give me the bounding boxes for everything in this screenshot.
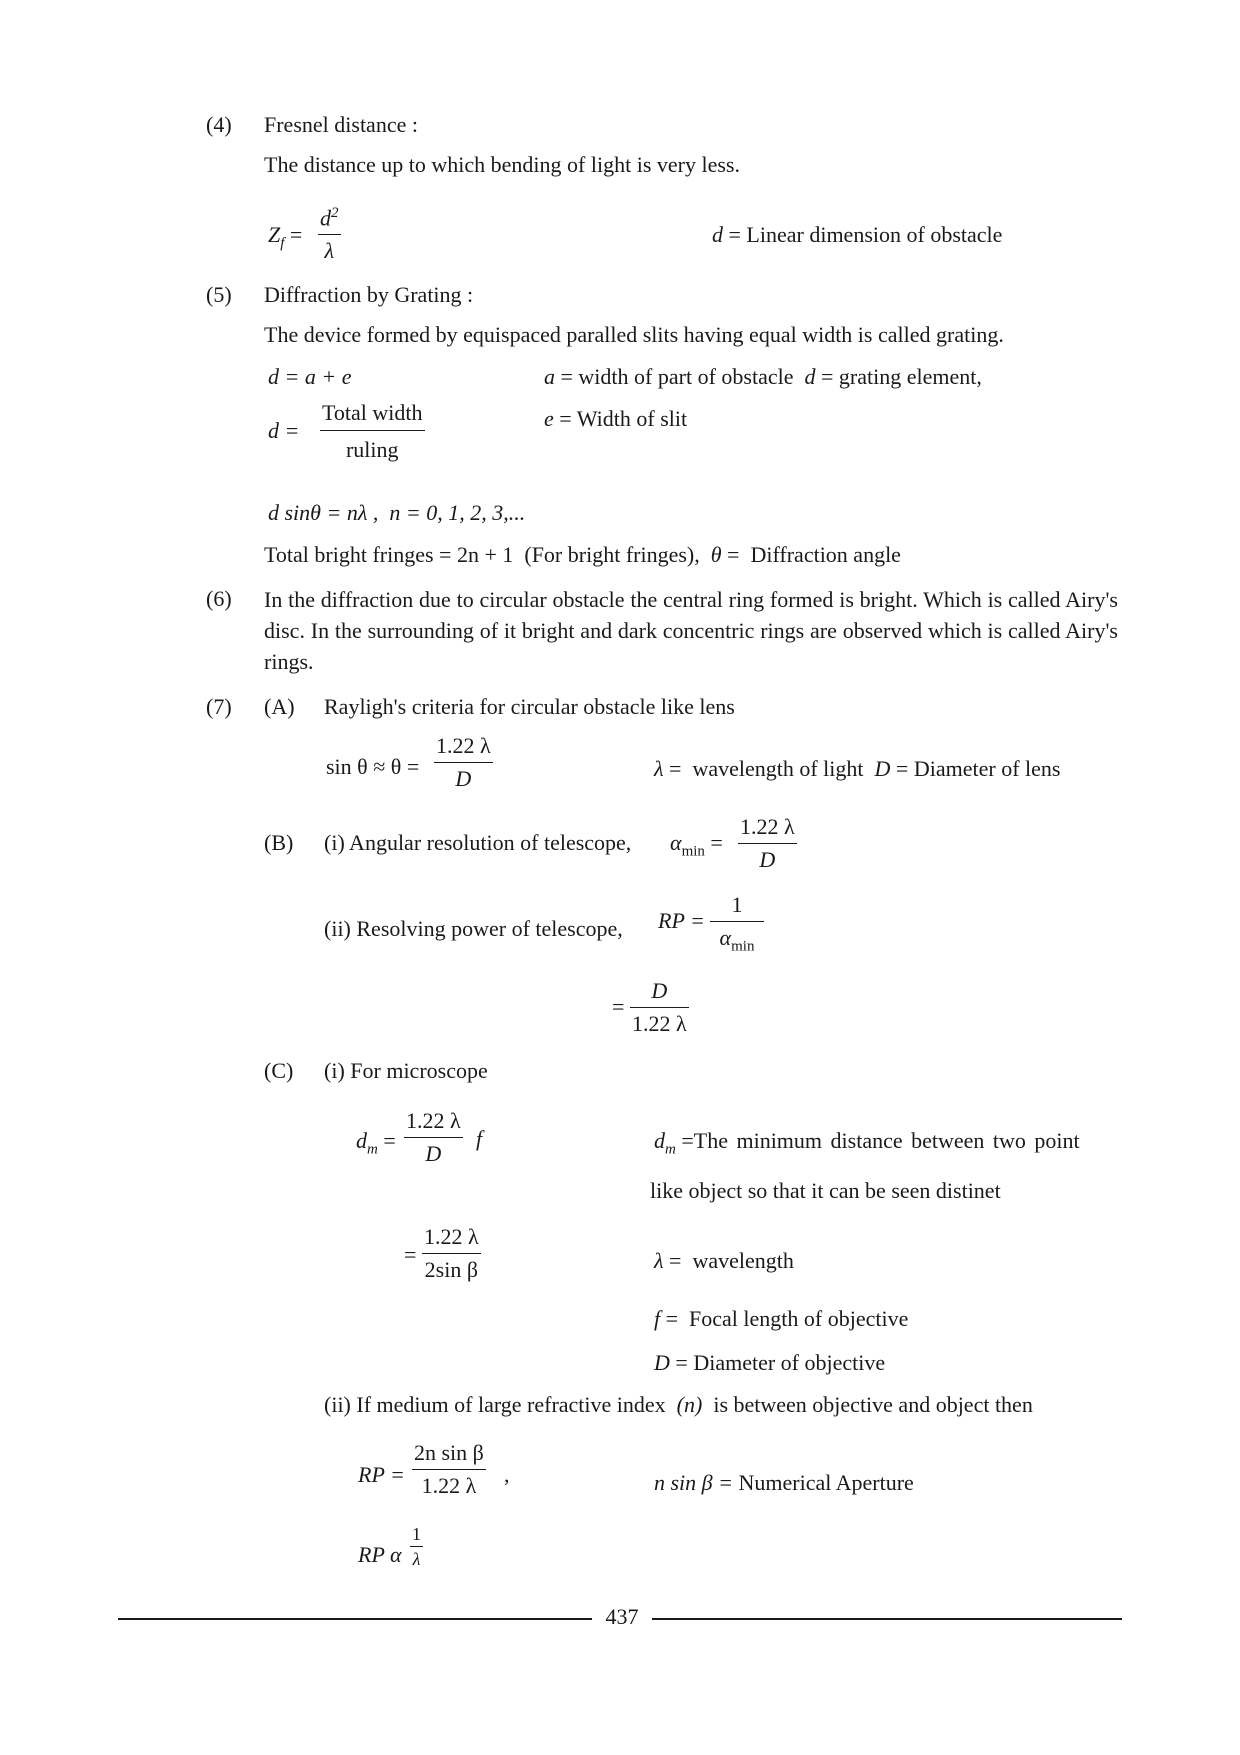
variable-note: $d_m =The$ minimum distance between two point bbox=[654, 1128, 1080, 1158]
footer-rule-right bbox=[652, 1618, 1122, 1620]
variable-note: like object so that it can be seen distinet bbox=[650, 1178, 1001, 1203]
variable-note: D = Diameter of objective bbox=[654, 1350, 886, 1375]
equation: d = a + e bbox=[268, 364, 352, 389]
footer-rule-left bbox=[118, 1618, 592, 1620]
equals-sign: = bbox=[404, 1242, 417, 1267]
statement: (ii) Resolving power of telescope, bbox=[324, 916, 623, 941]
equation-lhs: RP = bbox=[658, 908, 705, 933]
comma: , bbox=[504, 1462, 510, 1487]
microscope-fraction: 1.22 λ D bbox=[406, 1108, 461, 1166]
variable-note: d = Linear dimension of obstacle bbox=[712, 222, 1003, 247]
resolving-power-fraction-2: D 1.22 λ bbox=[632, 978, 687, 1036]
equation-lhs: $d_m$ = bbox=[356, 1128, 396, 1158]
resolving-power-fraction: 1 $\alpha_{min}$ bbox=[710, 892, 764, 959]
variable-note: f = Focal length of objective bbox=[654, 1306, 909, 1331]
variable-note: e = Width of slit bbox=[544, 406, 688, 431]
proportional-fraction: 1 λ bbox=[412, 1524, 421, 1569]
item-number: (7) bbox=[206, 694, 232, 719]
formula-lhs: $Z_f$ = bbox=[268, 222, 303, 252]
rp-fraction: 2n sin β 1.22 λ bbox=[414, 1440, 484, 1498]
grating-fraction: Total width ruling bbox=[322, 400, 423, 462]
item-number: (5) bbox=[206, 282, 232, 307]
section-title: Rayligh's criteria for circular obstacle like lens bbox=[324, 694, 735, 719]
sub-label: (B) bbox=[264, 830, 294, 855]
microscope-fraction-2: 1.22 λ 2sin β bbox=[424, 1224, 479, 1282]
section-title: Fresnel distance : bbox=[264, 112, 418, 137]
equation-lhs: d = bbox=[268, 418, 300, 443]
variable-note: n sin β = Numerical Aperture bbox=[654, 1470, 914, 1495]
paragraph: In the diffraction due to circular obstacle the central ring formed is bright. Which is called Airy's disc. In the surrounding of it bright and dark concentric rings are observed which is called Airy's rings. bbox=[264, 587, 1118, 674]
sub-label: (C) bbox=[264, 1058, 294, 1083]
fringes-line: Total bright fringes = 2n + 1 (For bright fringes), θ = Diffraction angle bbox=[264, 542, 901, 567]
sub-label: (A) bbox=[264, 694, 295, 719]
variable-note: λ = wavelength of light D = Diameter of lens bbox=[654, 756, 1061, 781]
equation-lhs: RP = bbox=[358, 1462, 405, 1487]
statement: (i) Angular resolution of telescope, bbox=[324, 830, 632, 855]
grating-equation: d sinθ = nλ , n = 0, 1, 2, 3,... bbox=[268, 500, 526, 525]
paragraph: The device formed by equispaced paralled slits having equal width is called grating. bbox=[264, 322, 1004, 347]
item-number: (4) bbox=[206, 112, 232, 137]
equals-sign: = bbox=[612, 994, 625, 1019]
section-title: Diffraction by Grating : bbox=[264, 282, 474, 307]
item-number: (6) bbox=[206, 586, 232, 611]
focal-length-symbol: f bbox=[476, 1126, 483, 1151]
variable-note: a = width of part of obstacle d = grating element, bbox=[544, 364, 982, 389]
paragraph: The distance up to which bending of light is very less. bbox=[264, 152, 740, 177]
statement: (ii) If medium of large refractive index (n) is between objective and object then bbox=[324, 1392, 1033, 1417]
fresnel-fraction: $d^2$ λ bbox=[320, 205, 339, 264]
variable-note: λ = wavelength bbox=[654, 1248, 794, 1273]
angular-resolution-fraction: 1.22 λ D bbox=[740, 814, 795, 872]
equation-lhs: sin θ ≈ θ = bbox=[326, 754, 420, 779]
proportional-lhs: RP α bbox=[358, 1542, 402, 1567]
rayleigh-fraction: 1.22 λ D bbox=[436, 733, 491, 791]
equation-lhs: $\alpha_{min}$ = bbox=[670, 830, 723, 860]
page-number: 437 bbox=[605, 1604, 639, 1629]
statement: (i) For microscope bbox=[324, 1058, 488, 1083]
